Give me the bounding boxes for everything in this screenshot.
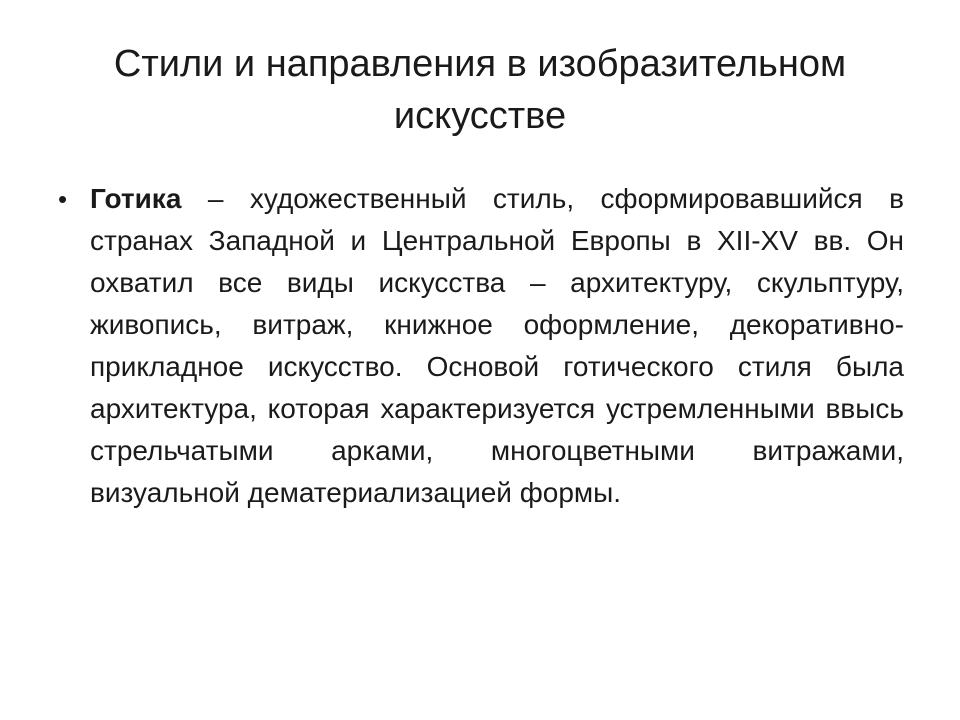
bullet-item	[58, 178, 904, 514]
slide-content	[58, 178, 904, 514]
bullet-term: Готика	[90, 183, 182, 214]
slide-title: Стили и направления в изобразительном искусстве	[113, 43, 847, 137]
bullet-text: – художественный стиль, сформировавшийся в странах Западной и Центральной Европы в XII-XV вв. Он охватил все виды искусства – архитектуру, скульптуру, живопись, витраж, книжное оформление, декоративно-прикладное искусство. Основой готического стиля была архитектура, которая характеризуется устремленными ввысь стрельчатыми арками, многоцветными витражами, визуальной дематериализацией формы.	[90, 183, 904, 508]
bullet-icon: •	[58, 184, 68, 214]
